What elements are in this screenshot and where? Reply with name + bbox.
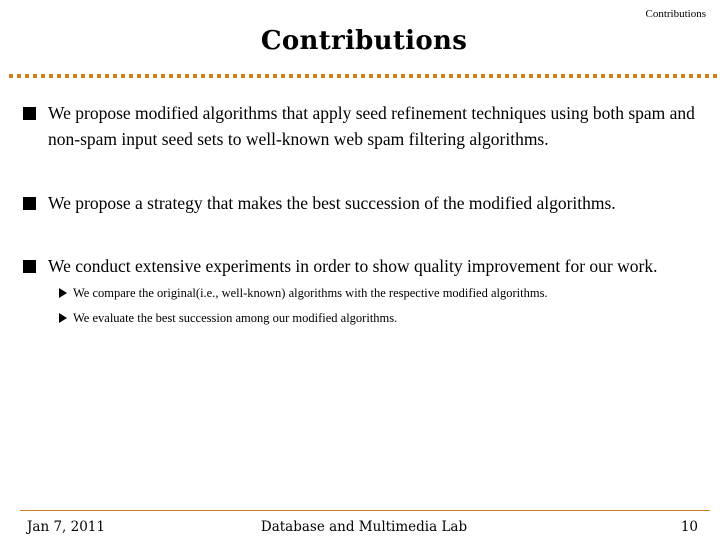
divider-dash — [553, 74, 557, 78]
divider-dash — [265, 74, 269, 78]
divider-dash — [9, 74, 13, 78]
divider-dash — [353, 74, 357, 78]
divider-dash — [225, 74, 229, 78]
divider-dash — [41, 74, 45, 78]
divider-dash — [473, 74, 477, 78]
bullet-text: We propose modified algorithms that apply seed refinement techniques using both spam and non-spam input seed sets to well-known web spam filtering algorithms. — [48, 103, 695, 149]
bullet-item — [20, 100, 710, 152]
divider-dash — [425, 74, 429, 78]
divider-dash — [193, 74, 197, 78]
divider-dash — [217, 74, 221, 78]
title-divider — [9, 74, 720, 78]
divider-dash — [153, 74, 157, 78]
divider-dash — [81, 74, 85, 78]
bullet-text: We propose a strategy that makes the best succession of the modified algorithms. — [48, 193, 616, 213]
divider-dash — [25, 74, 29, 78]
divider-dash — [137, 74, 141, 78]
divider-dash — [657, 74, 661, 78]
divider-dash — [417, 74, 421, 78]
divider-dash — [329, 74, 333, 78]
divider-dash — [585, 74, 589, 78]
square-bullet-icon — [23, 260, 36, 273]
divider-dash — [697, 74, 701, 78]
divider-dash — [713, 74, 717, 78]
divider-dash — [649, 74, 653, 78]
divider-dash — [385, 74, 389, 78]
slide-title: Contributions — [260, 26, 468, 56]
divider-dash — [401, 74, 405, 78]
divider-dash — [513, 74, 517, 78]
divider-dash — [361, 74, 365, 78]
divider-dash — [409, 74, 413, 78]
divider-dash — [273, 74, 277, 78]
divider-dash — [105, 74, 109, 78]
square-bullet-icon — [23, 197, 36, 210]
divider-dash — [377, 74, 381, 78]
divider-dash — [617, 74, 621, 78]
divider-dash — [489, 74, 493, 78]
divider-dash — [393, 74, 397, 78]
divider-dash — [49, 74, 53, 78]
divider-dash — [297, 74, 301, 78]
divider-dash — [281, 74, 285, 78]
divider-dash — [201, 74, 205, 78]
divider-dash — [65, 74, 69, 78]
divider-dash — [305, 74, 309, 78]
triangle-bullet-icon — [59, 313, 67, 323]
bullet-item — [20, 190, 710, 216]
square-bullet-icon — [23, 107, 36, 120]
page-number: 10 — [680, 519, 698, 535]
bullet-text: We conduct extensive experiments in order to show quality improvement for our work. — [48, 256, 658, 276]
divider-dash — [465, 74, 469, 78]
divider-dash — [161, 74, 165, 78]
divider-dash — [233, 74, 237, 78]
bullet-item — [20, 253, 710, 279]
divider-dash — [521, 74, 525, 78]
divider-dash — [185, 74, 189, 78]
divider-dash — [633, 74, 637, 78]
divider-dash — [289, 74, 293, 78]
divider-dash — [665, 74, 669, 78]
divider-dash — [577, 74, 581, 78]
divider-dash — [249, 74, 253, 78]
slide-content — [20, 100, 710, 329]
divider-dash — [529, 74, 533, 78]
divider-dash — [121, 74, 125, 78]
divider-dash — [113, 74, 117, 78]
sub-bullet-text: We evaluate the best succession among our modified algorithms. — [73, 311, 398, 325]
divider-dash — [57, 74, 61, 78]
divider-dash — [705, 74, 709, 78]
divider-dash — [609, 74, 613, 78]
divider-dash — [673, 74, 677, 78]
divider-dash — [169, 74, 173, 78]
triangle-bullet-icon — [59, 288, 67, 298]
divider-dash — [593, 74, 597, 78]
footer-divider — [20, 510, 710, 511]
divider-dash — [545, 74, 549, 78]
divider-dash — [497, 74, 501, 78]
divider-dash — [89, 74, 93, 78]
divider-dash — [73, 74, 77, 78]
divider-dash — [257, 74, 261, 78]
sub-bullet-item — [20, 307, 710, 329]
footer-lab-name: Database and Multimedia Lab — [260, 519, 468, 535]
divider-dash — [689, 74, 693, 78]
divider-dash — [241, 74, 245, 78]
footer-date: Jan 7, 2011 — [27, 519, 105, 535]
divider-dash — [505, 74, 509, 78]
divider-dash — [17, 74, 21, 78]
divider-dash — [345, 74, 349, 78]
sub-bullet-item — [20, 282, 710, 304]
divider-dash — [97, 74, 101, 78]
divider-dash — [321, 74, 325, 78]
divider-dash — [457, 74, 461, 78]
divider-dash — [441, 74, 445, 78]
divider-dash — [537, 74, 541, 78]
header-section-label: Contributions — [645, 8, 706, 20]
sub-bullet-text: We compare the original(i.e., well-known) algorithms with the respective modified algorithms. — [73, 286, 548, 300]
divider-dash — [601, 74, 605, 78]
divider-dash — [369, 74, 373, 78]
divider-dash — [129, 74, 133, 78]
divider-dash — [313, 74, 317, 78]
divider-dash — [681, 74, 685, 78]
divider-dash — [33, 74, 37, 78]
divider-dash — [481, 74, 485, 78]
divider-dash — [177, 74, 181, 78]
divider-dash — [449, 74, 453, 78]
divider-dash — [433, 74, 437, 78]
divider-dash — [641, 74, 645, 78]
divider-dash — [209, 74, 213, 78]
divider-dash — [337, 74, 341, 78]
divider-dash — [561, 74, 565, 78]
divider-dash — [145, 74, 149, 78]
divider-dash — [569, 74, 573, 78]
divider-dash — [625, 74, 629, 78]
